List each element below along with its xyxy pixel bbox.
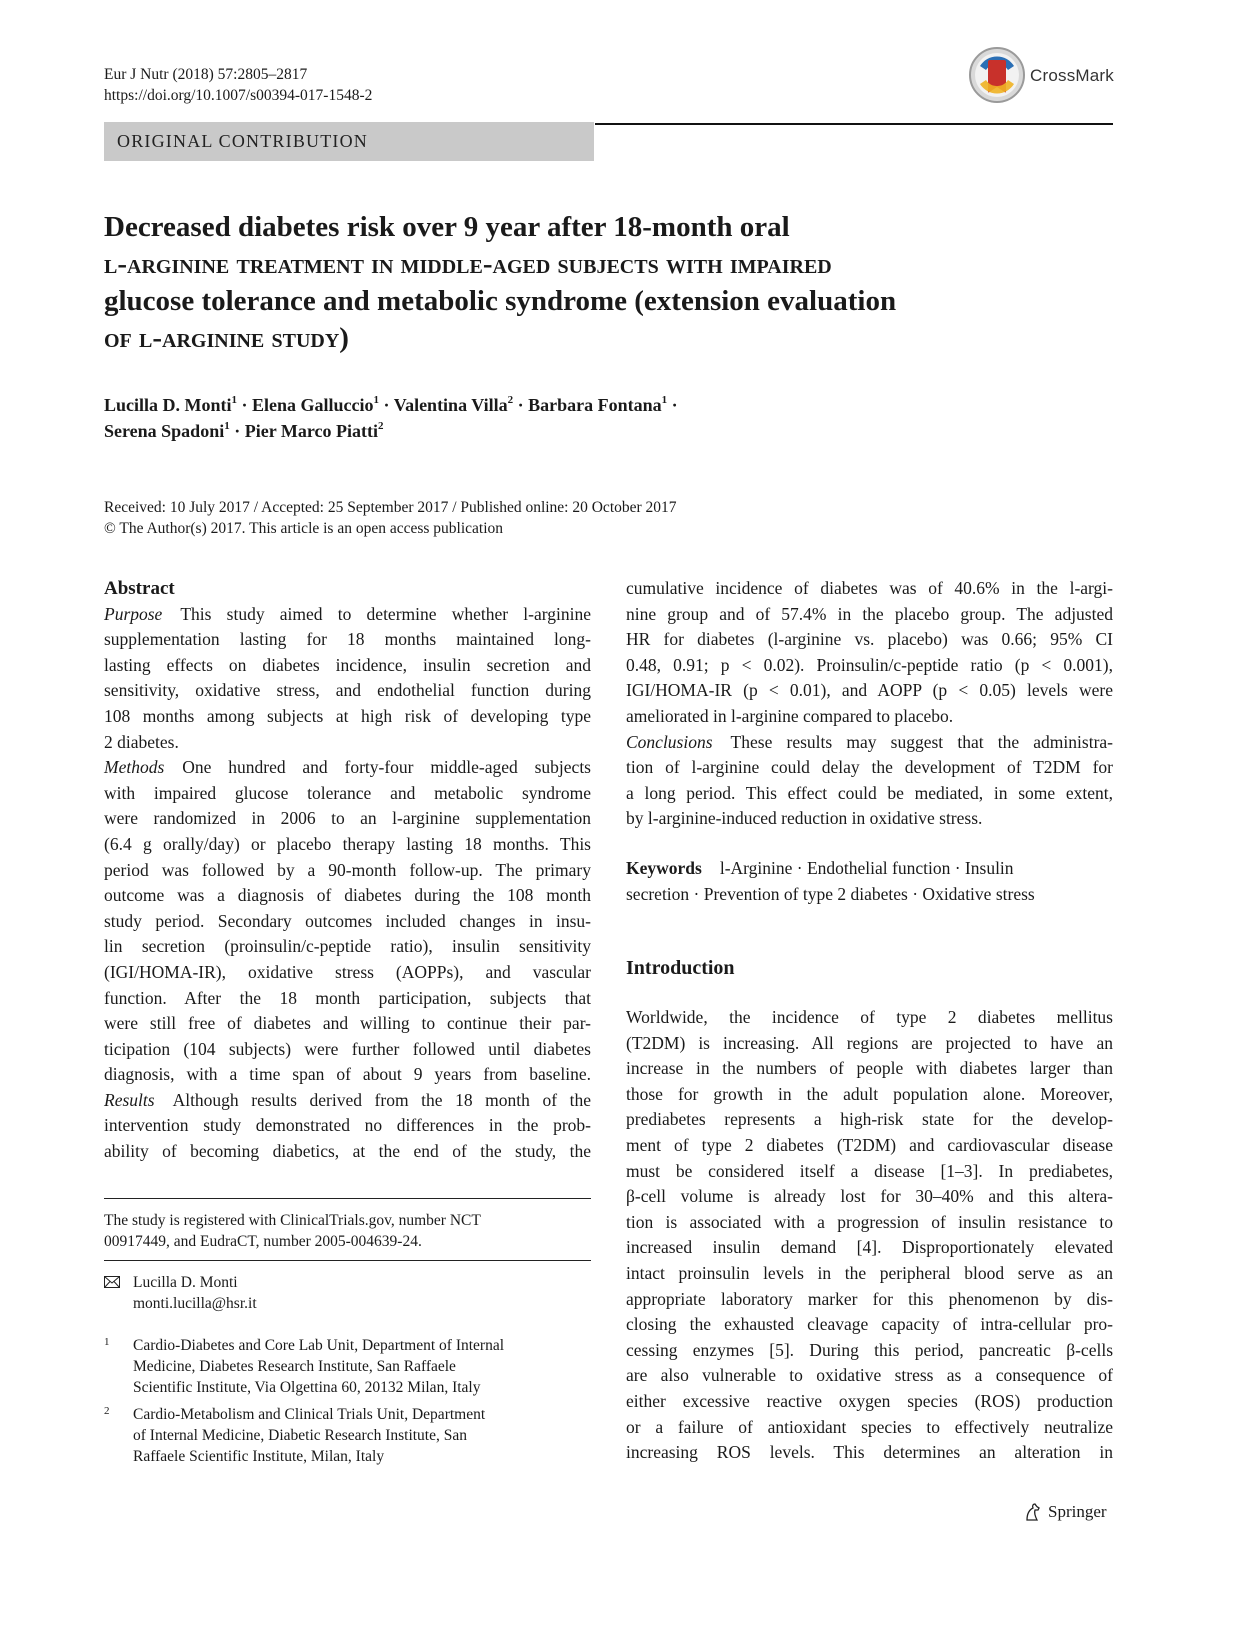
abstract-line: supplementation lasting for 18 months maintained long- [104, 629, 591, 650]
abstract-line: Results Although results derived from the 18 month of the [104, 1089, 591, 1110]
abstract-line: tion of l-arginine could delay the development of T2DM for [626, 757, 1113, 778]
intro-line: (T2DM) is increasing. All regions are projected to have an [626, 1032, 1113, 1053]
author-name[interactable]: Barbara Fontana [528, 395, 662, 415]
intro-line: or a failure of antioxidant species to effectively neutralize [626, 1416, 1113, 1437]
intro-line: ment of type 2 diabetes (T2DM) and cardiovascular disease [626, 1134, 1113, 1155]
abstract-line: by l-arginine-induced reduction in oxidative stress. [626, 808, 983, 829]
abstract-heading: Abstract [104, 578, 175, 599]
results-label: Results [104, 1089, 155, 1110]
crossmark-badge[interactable] [968, 46, 1113, 106]
affiliation-2: 2 Cardio-Metabolism and Clinical Trials Unit, Department of Internal Medicine, Diabetic Research Institute, San Raffaele Scientific Institute, Milan, Italy [104, 1404, 485, 1467]
section-tag [104, 122, 594, 161]
footnote-rule [104, 1260, 591, 1261]
purpose-label: Purpose [104, 603, 163, 624]
abstract-line: (6.4 g orally/day) or placebo therapy lasting 18 months. This [104, 833, 591, 854]
title-line: of l-arginine study) [104, 322, 349, 354]
publisher-logo [1023, 1502, 1107, 1522]
abstract-line: were still free of diabetes and willing to continue their par- [104, 1013, 591, 1034]
intro-line: are also vulnerable to oxidative stress as a consequence of [626, 1365, 1113, 1386]
abstract-line: IGI/HOMA-IR (p < 0.01), and AOPP (p < 0.05) levels were [626, 680, 1113, 701]
intro-line: intact proinsulin levels in the peripheral blood serve as an [626, 1262, 1113, 1283]
abstract-line: HR for diabetes (l-arginine vs. placebo) was 0.66; 95% CI [626, 629, 1113, 650]
doi-link[interactable]: https://doi.org/10.1007/s00394-017-1548-2 [104, 87, 373, 104]
copyright-notice: © The Author(s) 2017. This article is an open access publication [104, 520, 504, 537]
introduction-heading: Introduction [626, 957, 735, 979]
article-history [104, 497, 677, 539]
abstract-line: function. After the 18 month participation, subjects that [104, 987, 591, 1008]
abstract-line: lasting effects on diabetes incidence, insulin secretion and [104, 654, 591, 675]
intro-line: increase in the numbers of people with diabetes larger than [626, 1058, 1113, 1079]
abstract-line: 0.48, 0.91; p < 0.02). Proinsulin/c-peptide ratio (p < 0.001), [626, 654, 1113, 675]
abstract-line: study period. Secondary outcomes included changes in insu- [104, 910, 591, 931]
article-title [104, 209, 1064, 357]
registration-note: The study is registered with ClinicalTrials.gov, number NCT 00917449, and EudraCT, number 2005-004639-24. [104, 1212, 481, 1250]
title-line: l-arginine treatment in middle-aged subjects with impaired [104, 248, 832, 280]
author-name[interactable]: Elena Galluccio [252, 395, 374, 415]
title-line: glucose tolerance and metabolic syndrome (extension evaluation [104, 285, 897, 317]
intro-line: cessing enzymes [5]. During this period, pancreatic β-cells [626, 1339, 1113, 1360]
intro-line: increased insulin demand [4]. Disproportionately elevated [626, 1237, 1113, 1258]
abstract-line: Methods One hundred and forty-four middle-aged subjects [104, 757, 591, 778]
abstract-right-column [626, 576, 1113, 907]
abstract-line: ticipation (104 subjects) were further followed until diabetes [104, 1038, 591, 1059]
abstract-line: (IGI/HOMA-IR), oxidative stress (AOPPs), and vascular [104, 961, 591, 982]
abstract-line: nine group and of 57.4% in the placebo group. The adjusted [626, 603, 1113, 624]
keywords-line: Keywords l-Arginine · Endothelial function · Insulin [626, 857, 1014, 878]
journal-header [104, 64, 372, 106]
abstract-line: outcome was a diagnosis of diabetes during the 108 month [104, 885, 591, 906]
publisher-name: Springer [1048, 1502, 1107, 1521]
springer-horse-icon [1023, 1502, 1043, 1522]
abstract-line: intervention study demonstrated no differences in the prob- [104, 1115, 591, 1136]
envelope-icon [104, 1276, 120, 1288]
intro-line: Worldwide, the incidence of type 2 diabetes mellitus [626, 1007, 1113, 1027]
introduction-body [626, 1005, 1113, 1466]
affiliation-number: 1 [104, 1336, 110, 1348]
abstract-line: lin secretion (proinsulin/c-peptide ratio), insulin sensitivity [104, 936, 591, 957]
keywords-label: Keywords [626, 857, 702, 878]
journal-citation: Eur J Nutr (2018) 57:2805–2817 [104, 66, 308, 83]
corresponding-name: Lucilla D. Monti [133, 1274, 238, 1291]
abstract-line: ability of becoming diabetics, at the end of the study, the [104, 1141, 591, 1162]
abstract-line: sensitivity, oxidative stress, and endothelial function during [104, 680, 591, 701]
abstract-line: were randomized in 2006 to an l-arginine supplementation [104, 808, 591, 829]
corresponding-email[interactable]: monti.lucilla@hsr.it [133, 1295, 257, 1312]
abstract-line: a long period. This effect could be mediated, in some extent, [626, 782, 1113, 803]
author-name[interactable]: Pier Marco Piatti [244, 421, 379, 441]
affiliation-number: 2 [104, 1405, 110, 1417]
abstract-line: Purpose This study aimed to determine whether l-arginine [104, 603, 591, 624]
keywords-line: secretion · Prevention of type 2 diabetes · Oxidative stress [626, 883, 1035, 904]
author-name[interactable]: Lucilla D. Monti [104, 395, 232, 415]
abstract-left-column [104, 576, 591, 1165]
history-dates: Received: 10 July 2017 / Accepted: 25 September 2017 / Published online: 20 October 2017 [104, 499, 677, 516]
intro-line: tion is associated with a progression of insulin resistance to [626, 1211, 1113, 1232]
abstract-line: cumulative incidence of diabetes was of 40.6% in the l-argi- [626, 578, 1113, 598]
abstract-line: Conclusions These results may suggest that the administra- [626, 731, 1113, 752]
title-line: Decreased diabetes risk over 9 year after 18-month oral [104, 211, 790, 243]
footnote-rule [104, 1198, 591, 1199]
author-name[interactable]: Serena Spadoni [104, 421, 225, 441]
intro-line: appropriate laboratory marker for this phenomenon by dis- [626, 1288, 1113, 1309]
methods-label: Methods [104, 757, 165, 778]
intro-line: must be considered itself a disease [1–3]. In prediabetes, [626, 1160, 1113, 1181]
section-tag-label: ORIGINAL CONTRIBUTION [117, 131, 369, 151]
author-name[interactable]: Valentina Villa [393, 395, 508, 415]
crossmark-label: CrossMark [1030, 66, 1114, 85]
conclusions-label: Conclusions [626, 731, 713, 752]
intro-line: increasing ROS levels. This determines an alteration in [626, 1442, 1113, 1463]
intro-line: prediabetes represents a high-risk state for the develop- [626, 1109, 1113, 1130]
intro-line: closing the exhausted cleavage capacity of intra-cellular pro- [626, 1314, 1113, 1335]
abstract-line: diagnosis, with a time span of about 9 years from baseline. [104, 1064, 591, 1085]
abstract-line: period was followed by a 90-month follow-up. The primary [104, 859, 591, 880]
intro-line: β-cell volume is already lost for 30–40% and this altera- [626, 1186, 1113, 1207]
abstract-line: with impaired glucose tolerance and metabolic syndrome [104, 782, 591, 803]
abstract-line: 108 months among subjects at high risk of developing type [104, 705, 591, 726]
affiliation-1: 1 Cardio-Diabetes and Core Lab Unit, Department of Internal Medicine, Diabetes Research Institute, San Raffaele Scientific Institute, Via Olgettina 60, 20132 Milan, Italy [104, 1335, 504, 1398]
corresponding-author [104, 1272, 257, 1314]
intro-line: either excessive reactive oxygen species (ROS) production [626, 1390, 1113, 1411]
intro-line: those for growth in the adult population alone. Moreover, [626, 1083, 1113, 1104]
abstract-line: ameliorated in l-arginine compared to placebo. [626, 705, 954, 726]
abstract-line: 2 diabetes. [104, 731, 179, 752]
author-list: Lucilla D. Monti$^1$ · Elena Galluccio$^1$ · Valentina Villa$^2$ · Barbara Fontana$^1$ · Serena Spadoni$^1$ · Pier Marco Piatti$^2$ [104, 394, 678, 441]
header-rule [595, 123, 1113, 125]
crossmark-icon [968, 46, 1026, 104]
